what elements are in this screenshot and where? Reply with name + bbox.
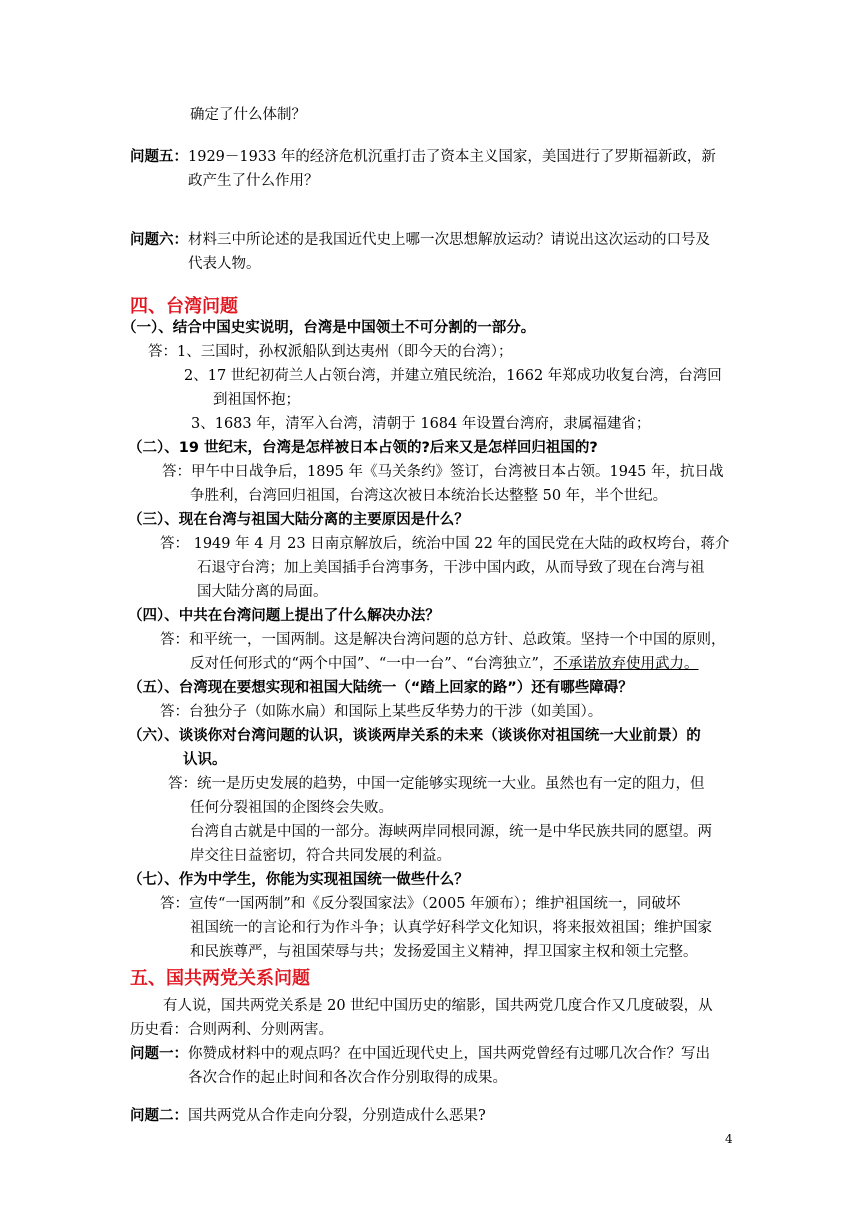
answer-line: 答：甲午中日战争后，1895 年《马关条约》签订，台湾被日本占领。1945 年，抗日战 — [162, 464, 724, 480]
question-label: 问题一： — [130, 1046, 188, 1062]
question-text: 材料三中所论述的是我国近代史上哪一次思想解放运动？请说出这次运动的口号及 — [188, 232, 710, 248]
question-label: 问题五： — [130, 149, 188, 165]
underlined-text: 不承诺放弃使用武力。 — [553, 656, 699, 672]
sub-question-5: （五）、台湾现在要想实现和祖国大陆统一（“踏上回家的路”）还有哪些障碍？ — [128, 680, 633, 696]
question-text: 政产生了什么作用？ — [188, 173, 319, 189]
answer-line: 3、1683 年，清军入台湾，清朝于 1684 年设置台湾府，隶属福建省； — [191, 416, 651, 432]
answer-line: 答：1、三国时，孙权派船队到达夷州（即今天的台湾）； — [148, 344, 513, 360]
answer-line: 答：和平统一，一国两制。这是解决台湾问题的总方针、总政策。坚持一个中国的原则， — [160, 632, 726, 648]
material-text: 有人说，国共两党关系是 20 世纪中国历史的缩影，国共两党几度合作又几度破裂，从 — [163, 998, 713, 1014]
answer-line: 答： 1949 年 4 月 23 日南京解放后，统治中国 22 年的国民党在大陆的政权垮台，蒋介 — [160, 536, 730, 552]
question-label: 问题二： — [130, 1108, 188, 1124]
sub-question-3: （三）、现在台湾与祖国大陆分离的主要原因是什么？ — [128, 512, 469, 528]
sub-question-1: （一）、结合中国史实说明，台湾是中国领土不可分割的一部分。 — [122, 320, 536, 336]
section-title-kmt-cpc: 五、国共两党关系问题 — [130, 968, 310, 989]
answer-line: 争胜利，台湾回归祖国，台湾这次被日本统治长达整整 50 年，半个世纪。 — [190, 488, 668, 504]
page-number: 4 — [725, 1132, 733, 1146]
sub-question-4: （四）、中共在台湾问题上提出了什么解决办法？ — [128, 608, 440, 624]
question-text: 各次合作的起止时间和各次合作分别取得的成果。 — [188, 1070, 507, 1086]
answer-line: 答：宣传“一国两制”和《反分裂国家法》（2005 年颁布）；维护祖国统一，同破坏 — [160, 896, 681, 912]
q4-continuation: 确定了什么体制？ — [190, 107, 306, 123]
section-title-taiwan: 四、台湾问题 — [130, 296, 238, 317]
question-text: 1929－1933 年的经济危机沉重打击了资本主义国家，美国进行了罗斯福新政，新 — [188, 149, 716, 165]
material-text: 历史看：合则两利、分则两害。 — [130, 1022, 333, 1038]
answer-line: 岸交往日益密切，符合共同发展的利益。 — [190, 848, 451, 864]
answer-line: 国大陆分离的局面。 — [197, 584, 328, 600]
answer-line: 2、17 世纪初荷兰人占领台湾，并建立殖民统治，1662 年郑成功收复台湾，台湾回 — [184, 368, 722, 384]
sub-question-6-cont: 认识。 — [183, 752, 227, 768]
answer-line: 到祖国怀抱； — [213, 392, 300, 408]
answer-line: 答：统一是历史发展的趋势，中国一定能够实现统一大业。虽然也有一定的阻力，但 — [168, 776, 705, 792]
answer-line: 祖国统一的言论和行为作斗争；认真学好科学文化知识，将来报效祖国；维护国家 — [190, 920, 712, 936]
sub-question-7: （七）、作为中学生，你能为实现祖国统一做些什么？ — [128, 872, 469, 888]
sub-question-6: （六）、谈谈你对台湾问题的认识，谈谈两岸关系的未来（谈谈你对祖国统一大业前景）的 — [128, 728, 701, 744]
answer-text: 反对任何形式的“两个中国”、“一中一台”、“台湾独立”， — [190, 656, 554, 672]
answer-line: 台湾自古就是中国的一部分。海峡两岸同根同源，统一是中华民族共同的愿望。两 — [190, 824, 712, 840]
question-text: 国共两党从合作走向分裂，分别造成什么恶果? — [188, 1108, 486, 1124]
answer-line: 任何分裂祖国的企图终会失败。 — [190, 800, 393, 816]
question-label: 问题六： — [130, 232, 188, 248]
question-text: 你赞成材料中的观点吗？在中国近现代史上，国共两党曾经有过哪几次合作？写出 — [188, 1046, 710, 1062]
answer-line: 答：台独分子（如陈水扁）和国际上某些反华势力的干涉（如美国）。 — [160, 704, 603, 720]
answer-line: 石退守台湾；加上美国插手台湾事务，干涉中国内政，从而导致了现在台湾与祖 — [197, 560, 705, 576]
sub-question-2: （二）、19 世纪末，台湾是怎样被日本占领的?后来又是怎样回归祖国的? — [128, 440, 598, 456]
answer-line — [190, 652, 698, 676]
question-text: 代表人物。 — [188, 256, 261, 272]
answer-line: 和民族尊严，与祖国荣辱与共；发扬爱国主义精神，捍卫国家主权和领土完整。 — [190, 944, 698, 960]
